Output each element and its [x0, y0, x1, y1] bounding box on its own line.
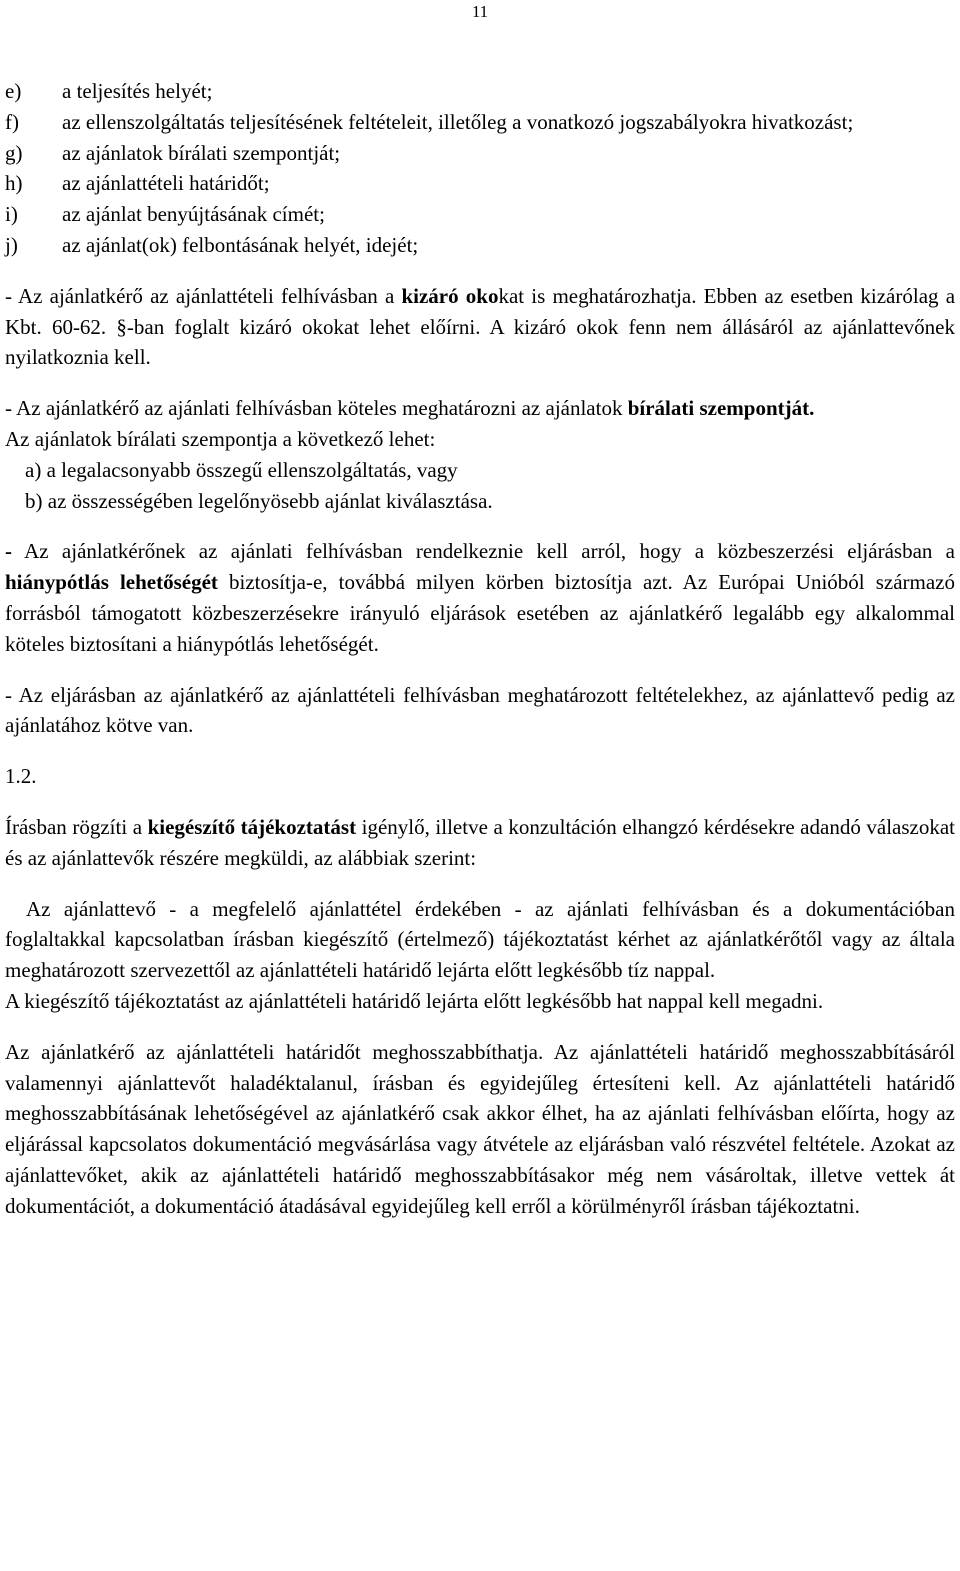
paragraph-deadline-extension: Az ajánlatkérő az ajánlattételi határidőt meghosszabbíthatja. Az ajánlattételi határidő meghosszabbításáról valamennyi ajánlattevőt haladéktalanul, írásban és egyidejűleg értesíteni kell. Az ajánlattételi határidő meghosszabbításának lehetőségével az ajánlatkérő csak akkor élhet, ha az ajánlati felhívásban előírta, hogy az eljárással kapcsolatos dokumentáció megvásárlása vagy átvétele az eljárásban való részvétel feltétele. Azokat az ajánlattevőket, akik az ajánlattételi határidő meghosszabbításakor még nem vásároltak, illetve vettek át dokumentációt, a dokumentáció átadásával egyidejűleg kell erről a körülményről írásban tájékoztatni.	[5, 1039, 955, 1218]
page-content	[5, 76, 955, 1222]
list-item	[5, 138, 955, 169]
list-item-text: az ajánlat(ok) felbontásának helyét, idejét;	[62, 232, 419, 257]
paragraph-binding: - Az eljárásban az ajánlatkérő az ajánlattételi felhívásban meghatározott feltételekhez, az ajánlattevő pedig az ajánlatához kötve van.	[5, 682, 955, 738]
list-item-label: g)	[5, 140, 23, 165]
list-item	[5, 168, 955, 199]
list-item-text: az ajánlat benyújtásának címét;	[62, 202, 325, 227]
list-item	[5, 199, 955, 230]
section-number: 1.2.	[5, 764, 37, 789]
list-item-text: az ajánlatok bírálati szempontját;	[62, 140, 341, 165]
paragraph-evaluation-criteria: - Az ajánlatkérő az ajánlati felhívásban köteles meghatározni az ajánlatok bírálati szempontját.	[5, 396, 815, 421]
paragraph-request-info: Az ajánlattevő - a megfelelő ajánlattétel érdekében - az ajánlati felhívásban és a dokumentációban foglaltakkal kapcsolatban írásban kiegészítő (értelmező) tájékoztatást kérhet az ajánlatkérőtől vagy az általa meghatározott szervezettől az ajánlattételi határidő lejárta előtt legkésőbb tíz nappal.	[5, 896, 955, 983]
paragraph-supplementary-info: Írásban rögzíti a kiegészítő tájékoztatást igénylő, illetve a konzultáción elhangzó kérdésekre adandó válaszokat és az ajánlattevők részére megküldi, az alábbiak szerint:	[5, 814, 956, 870]
list-item-label: e)	[5, 79, 22, 103]
list-item-label: i)	[5, 202, 18, 227]
paragraph-criteria-intro: Az ajánlatok bírálati szempontja a következő lehet:	[5, 426, 436, 451]
list-item-label: h)	[5, 171, 23, 196]
list-item	[5, 230, 955, 261]
criteria-option: b) az összességében legelőnyösebb ajánlat kiválasztása.	[25, 488, 493, 513]
list-item-text: az ajánlattételi határidőt;	[62, 171, 270, 196]
paragraph-exclusion-grounds: - Az ajánlatkérő az ajánlattételi felhívásban a kizáró okokat is meghatározhatja. Ebben az esetben kizárólag a Kbt. 60-62. §-ban foglalt kizáró okokat lehet előírni. A kizáró okok fenn nem állásáról az ajánlattevőnek nyilatkoznia kell.	[5, 283, 956, 370]
list-item	[5, 107, 955, 138]
list-item-text: az ellenszolgáltatás teljesítésének feltételeit, illetőleg a vonatkozó jogszabályokra hivatkozást;	[62, 109, 854, 134]
paragraph-deficiency-remedy: - Az ajánlatkérőnek az ajánlati felhívásban rendelkeznie kell arról, hogy a közbeszerzési eljárásban a hiánypótlás lehetőségét biztosítja-e, továbbá milyen körben biztosítja azt. Az Európai Unióból származó forrásból támogatott közbeszerzésekre irányuló eljárások esetében az ajánlatkérő legalább egy alkalommal köteles biztosítani a hiánypótlás lehetőségét.	[5, 539, 955, 656]
requirements-list	[5, 76, 955, 261]
list-item-text: a teljesítés helyét;	[62, 79, 213, 103]
list-item-label: f)	[5, 109, 19, 134]
page-number: 11	[471, 2, 489, 21]
paragraph-deadline-info: A kiegészítő tájékoztatást az ajánlattételi határidő lejárta előtt legkésőbb hat nappal kell megadni.	[5, 988, 824, 1013]
list-item	[5, 76, 955, 107]
list-item-label: j)	[5, 232, 18, 257]
criteria-option: a) a legalacsonyabb összegű ellenszolgáltatás, vagy	[25, 457, 458, 482]
